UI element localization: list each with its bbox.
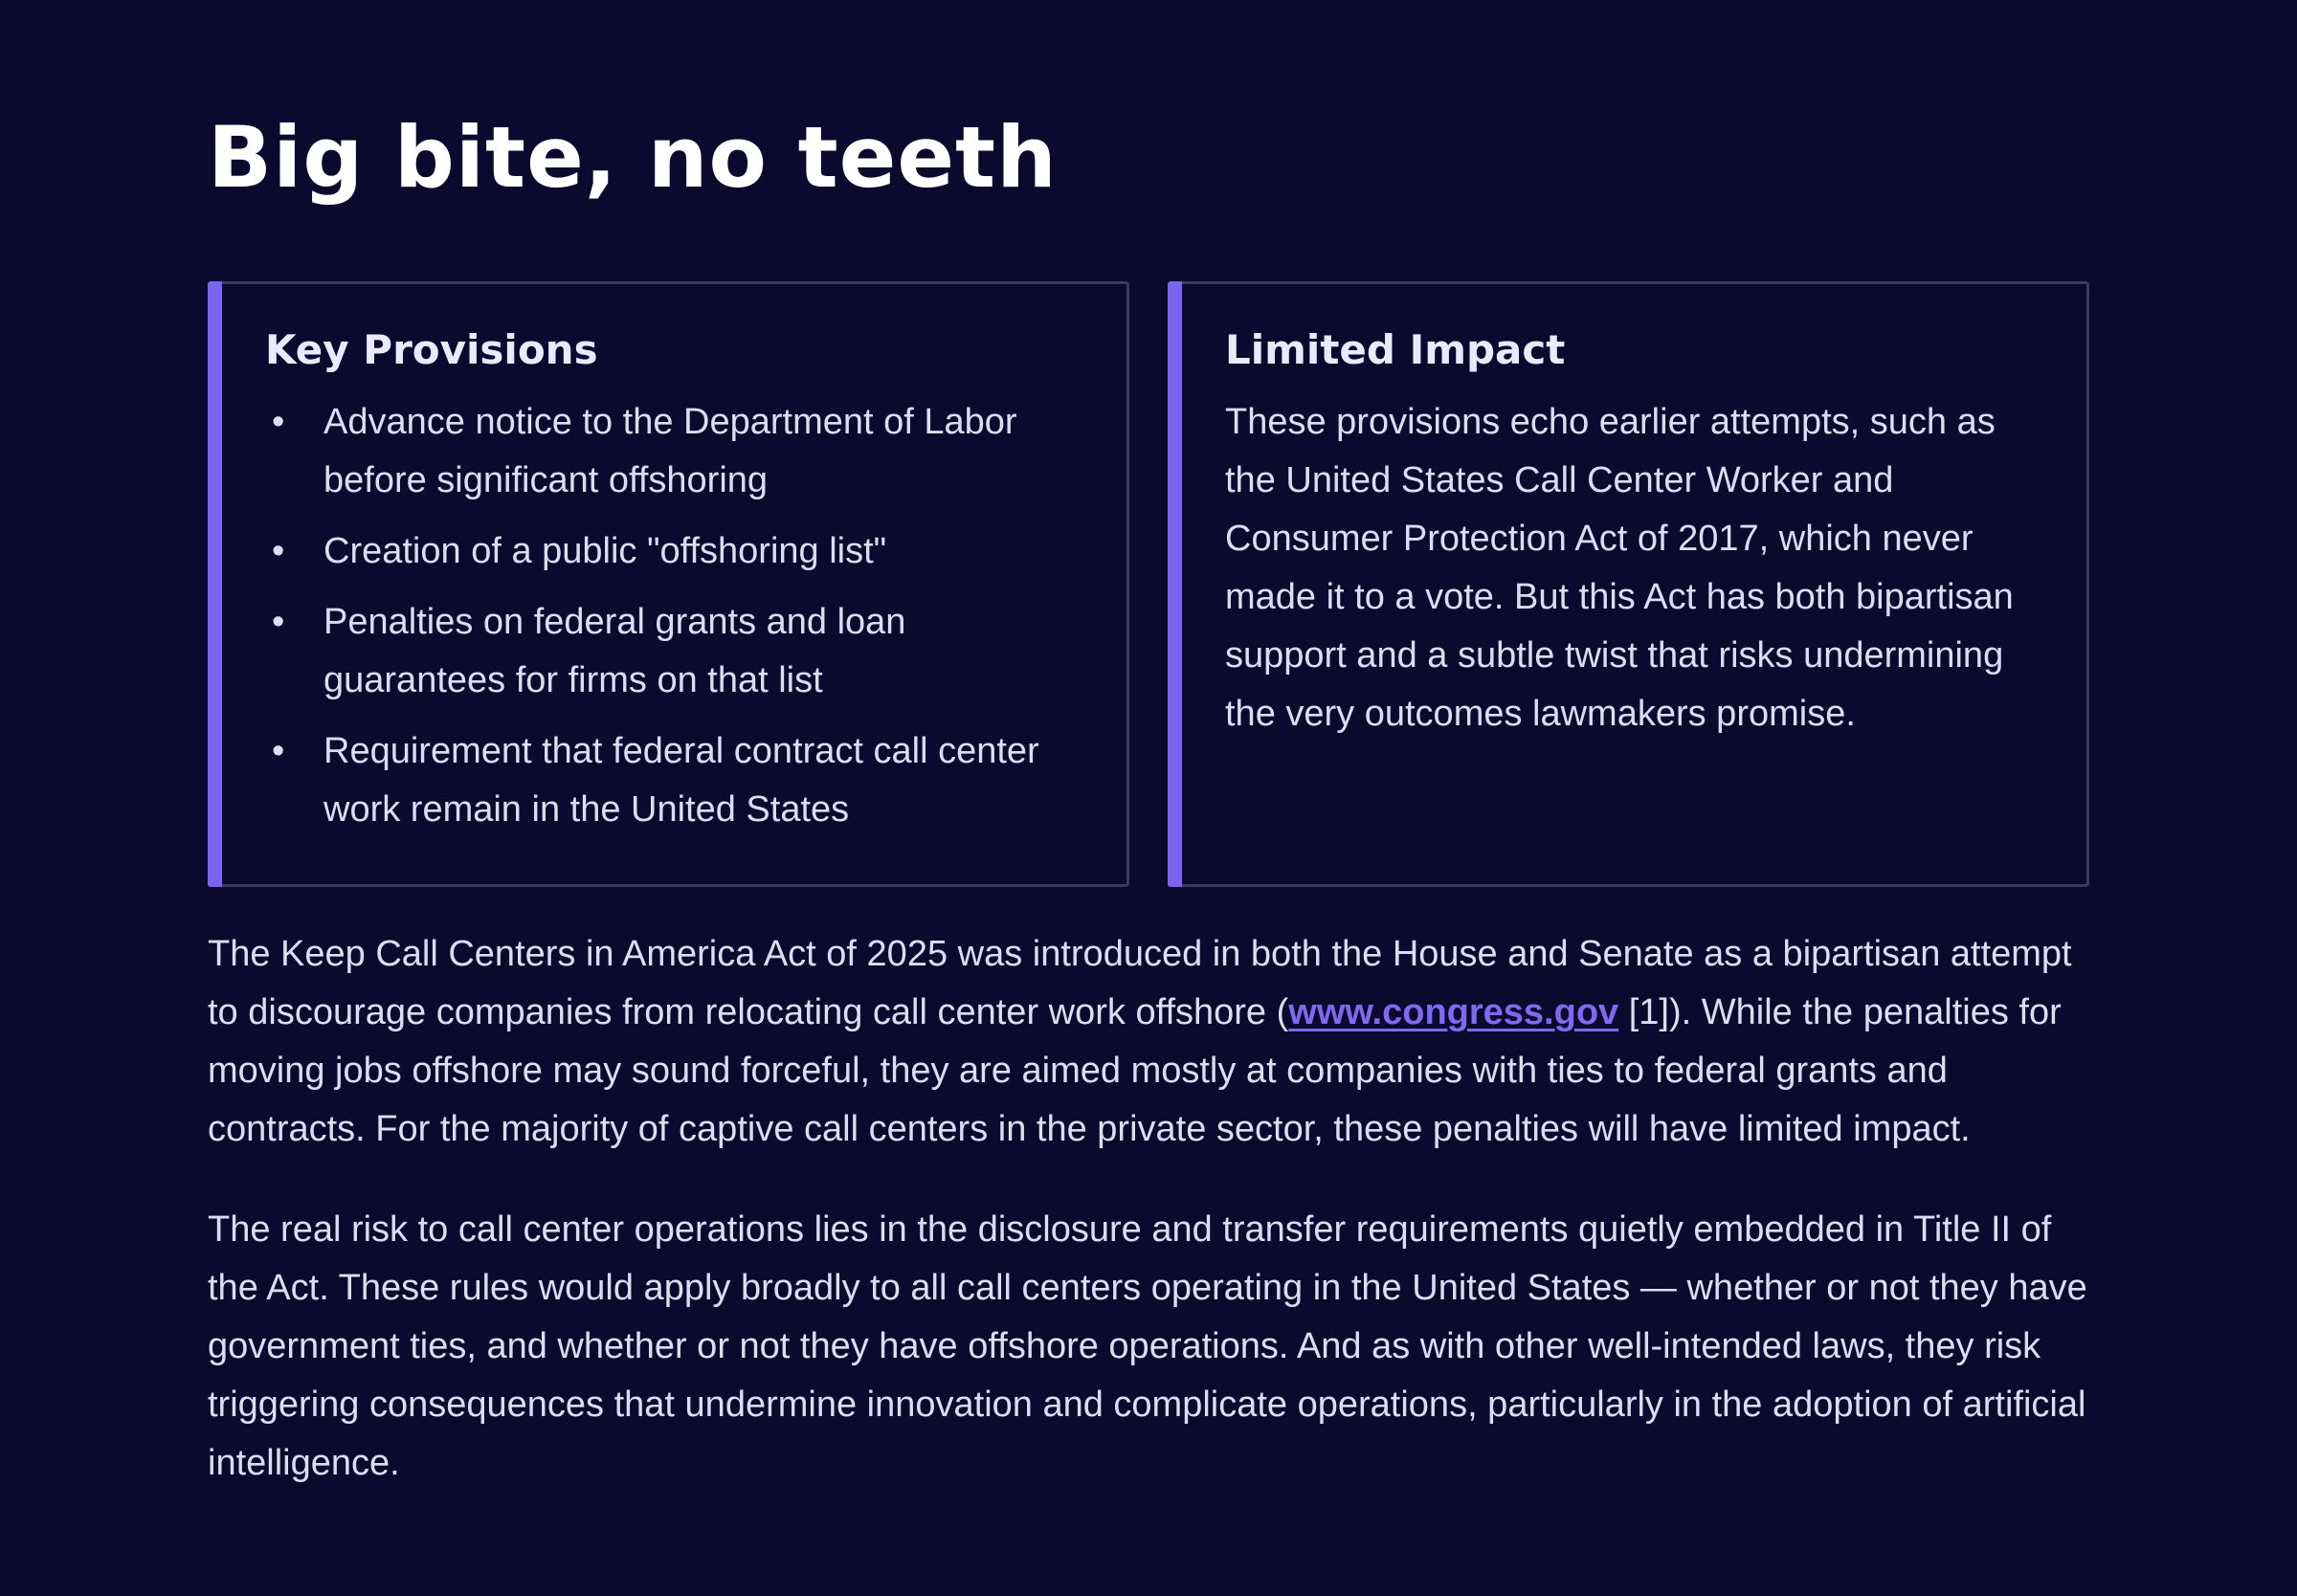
list-item-text: Requirement that federal contract call center work remain in the United States <box>323 731 1039 830</box>
bullet-icon: • <box>272 402 285 442</box>
limited-impact-heading: Limited Impact <box>1225 326 1566 373</box>
page-title: Big bite, no teeth <box>208 108 1058 207</box>
risk-paragraph: The real risk to call center operations lies in the disclosure and transfer requirements quietly embedded in Title II of the Act. These rules would apply broadly to all call centers operating in the United States — whether or not they have government ties, and whether or not they have offshore operations. And as with other well-intended laws, they risk triggering consequences that undermine innovation and complicate operations, particularly in the adoption of artificial intelligence. <box>208 1209 2087 1483</box>
list-item-text: Advance notice to the Department of Labor before significant offshoring <box>323 402 1017 500</box>
article <box>208 100 2089 1493</box>
cards-row <box>208 281 2089 887</box>
congress-gov-link[interactable]: www.congress.gov <box>1288 992 1619 1032</box>
intro-text-start: The Keep Call Centers in America Act of 2025 was introduced in both the House and Senate as a bipartisan attempt to discourage companies from relocating call center work offshore ( <box>208 934 2072 1032</box>
intro-paragraph <box>208 925 2089 1159</box>
list-item <box>265 593 1088 710</box>
list-item-text: Creation of a public "offshoring list" <box>323 531 887 571</box>
list-item <box>265 722 1088 839</box>
bullet-icon: • <box>272 531 285 571</box>
limited-impact-text: These provisions echo earlier attempts, such as the United States Call Center Worker and Consumer Protection Act of 2017, which never made it to a vote. But this Act has both bipartisan support and a subtle twist that risks undermining the very outcomes lawmakers promise. <box>1225 402 2014 734</box>
key-provisions-list <box>265 393 1088 839</box>
limited-impact-card <box>1168 281 2089 887</box>
list-item-text: Penalties on federal grants and loan guarantees for firms on that list <box>323 602 906 700</box>
bullet-icon: • <box>272 602 285 642</box>
bullet-icon: • <box>272 731 285 771</box>
list-item <box>265 522 1088 581</box>
list-item <box>265 393 1088 510</box>
key-provisions-heading: Key Provisions <box>265 326 598 373</box>
key-provisions-card <box>208 281 1129 887</box>
intro-text-end: [1]). While the penalties for moving jobs offshore may sound forceful, they are aimed mostly at companies with ties to federal grants and contracts. For the majority of captive call centers in the private sector, these penalties will have limited impact. <box>208 992 2062 1149</box>
